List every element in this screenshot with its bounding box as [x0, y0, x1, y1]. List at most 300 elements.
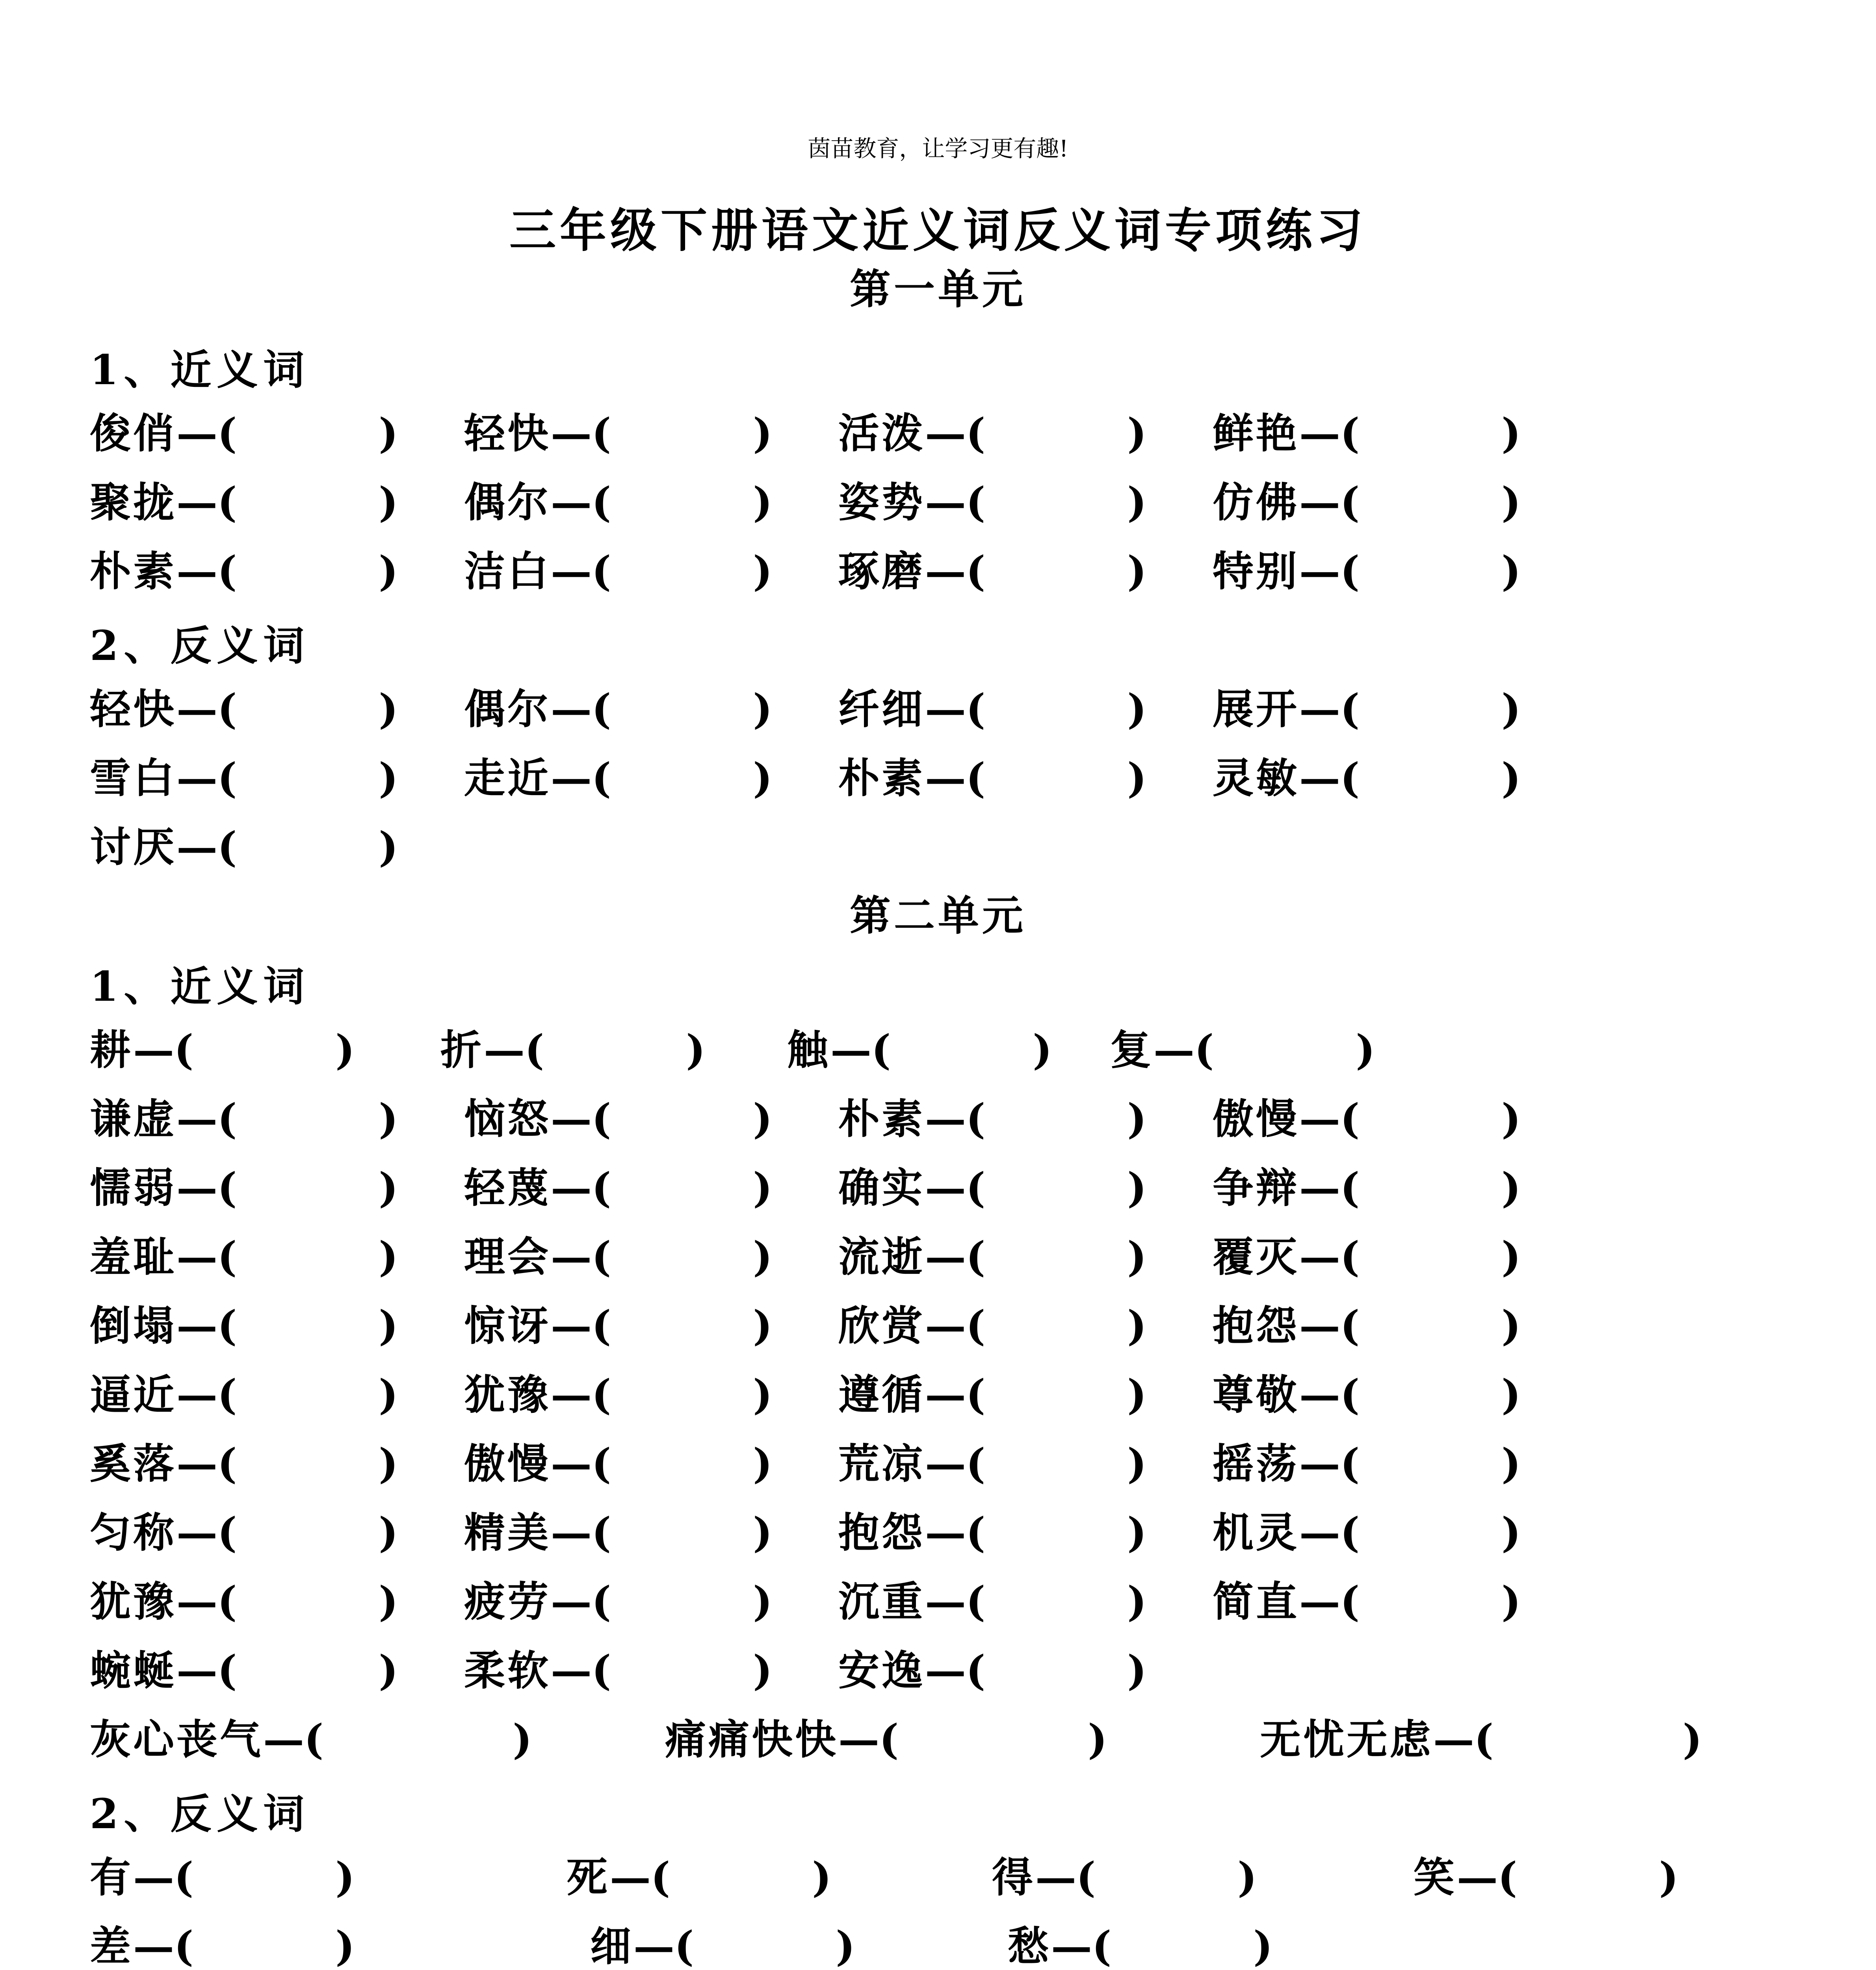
exercise-item: [464, 1298, 772, 1353]
dash-separator: —: [176, 823, 218, 871]
open-paren: (: [1340, 1439, 1360, 1488]
exercise-word: 愁: [1008, 1922, 1051, 1970]
open-paren: (: [217, 1163, 237, 1212]
exercise-item: [1213, 1505, 1521, 1560]
open-paren: (: [966, 1095, 986, 1143]
exercise-item: [464, 1505, 772, 1560]
dash-separator: —: [838, 1715, 880, 1764]
open-paren: (: [1340, 547, 1360, 595]
dash-separator: —: [1299, 1163, 1341, 1212]
exercise-word: 逼近: [90, 1370, 177, 1419]
dash-separator: —: [925, 478, 966, 526]
dash-separator: —: [1299, 1439, 1341, 1488]
dash-separator: —: [1299, 1232, 1341, 1281]
close-paren: ): [812, 1853, 832, 1901]
close-paren: ): [753, 754, 773, 802]
close-paren: ): [1127, 1370, 1147, 1419]
dash-separator: —: [176, 1508, 218, 1557]
open-paren: (: [966, 1439, 986, 1488]
exercise-word: 覆灭: [1213, 1232, 1300, 1281]
close-paren: ): [1501, 1232, 1521, 1281]
open-paren: (: [217, 685, 237, 733]
exercise-item: [992, 1850, 1257, 1905]
exercise-row: [0, 1850, 1876, 1905]
open-paren: (: [174, 1922, 194, 1970]
exercise-item: [90, 1712, 532, 1767]
open-paren: (: [592, 754, 611, 802]
open-paren: (: [592, 685, 611, 733]
dash-separator: —: [610, 1853, 651, 1901]
exercise-word: 蜿蜒: [90, 1646, 177, 1695]
dash-separator: —: [176, 547, 218, 595]
exercise-word: 摇荡: [1213, 1439, 1300, 1488]
exercise-word: 尊敬: [1213, 1370, 1300, 1419]
exercise-item: [1213, 1091, 1521, 1147]
open-paren: (: [592, 1577, 611, 1626]
exercise-word: 争辩: [1213, 1163, 1300, 1212]
exercise-word: 走近: [464, 754, 551, 802]
exercise-word: 得: [992, 1853, 1036, 1901]
dash-separator: —: [484, 1026, 525, 1074]
exercise-item: [90, 1229, 398, 1284]
close-paren: ): [379, 478, 398, 526]
dash-separator: —: [551, 1370, 592, 1419]
dash-separator: —: [551, 1646, 592, 1695]
close-paren: ): [753, 1232, 773, 1281]
dash-separator: —: [925, 1370, 966, 1419]
exercise-item: [838, 1643, 1146, 1698]
close-paren: ): [1501, 409, 1521, 457]
exercise-item: [787, 1022, 1052, 1078]
close-paren: ): [1501, 478, 1521, 526]
exercise-word: 遵循: [838, 1370, 925, 1419]
dash-separator: —: [551, 1232, 592, 1281]
exercise-word: 鲜艳: [1213, 409, 1300, 457]
dash-separator: —: [925, 1646, 966, 1695]
close-paren: ): [836, 1922, 855, 1970]
dash-separator: —: [925, 1095, 966, 1143]
close-paren: ): [1501, 1577, 1521, 1626]
exercise-row: [0, 475, 1876, 530]
exercise-row: [0, 406, 1876, 461]
exercise-word: 偶尔: [464, 685, 551, 733]
exercise-word: 特别: [1213, 547, 1300, 595]
exercise-item: [464, 1574, 772, 1629]
open-paren: (: [966, 478, 986, 526]
exercise-item: [1110, 1022, 1375, 1078]
exercise-item: [1213, 544, 1521, 599]
exercise-item: [838, 1160, 1146, 1215]
exercise-item: [838, 1298, 1146, 1353]
dash-separator: —: [1035, 1853, 1077, 1901]
exercise-word: 惊讶: [464, 1301, 551, 1350]
close-paren: ): [1127, 1577, 1147, 1626]
exercise-item: [90, 1022, 355, 1078]
exercise-word: 聚拢: [90, 478, 177, 526]
dash-separator: —: [551, 1163, 592, 1212]
dash-separator: —: [551, 685, 592, 733]
open-paren: (: [966, 1370, 986, 1419]
exercise-item: [1213, 682, 1521, 737]
close-paren: ): [753, 1439, 773, 1488]
dash-separator: —: [925, 1439, 966, 1488]
exercise-item: [1414, 1850, 1678, 1905]
open-paren: (: [217, 823, 237, 871]
exercise-item: [1213, 1160, 1521, 1215]
exercise-word: 犹豫: [90, 1577, 177, 1626]
close-paren: ): [1501, 1439, 1521, 1488]
close-paren: ): [753, 1646, 773, 1695]
open-paren: (: [1340, 1370, 1360, 1419]
close-paren: ): [379, 1232, 398, 1281]
exercise-item: [838, 1229, 1146, 1284]
close-paren: ): [1501, 1163, 1521, 1212]
close-paren: ): [753, 1095, 773, 1143]
close-paren: ): [753, 478, 773, 526]
dash-separator: —: [551, 409, 592, 457]
dash-separator: —: [925, 547, 966, 595]
open-paren: (: [1340, 1508, 1360, 1557]
exercise-word: 轻蔑: [464, 1163, 551, 1212]
open-paren: (: [525, 1026, 544, 1074]
open-paren: (: [871, 1026, 891, 1074]
exercise-word: 细: [590, 1922, 634, 1970]
exercise-item: [838, 1091, 1146, 1147]
open-paren: (: [304, 1715, 324, 1764]
open-paren: (: [966, 547, 986, 595]
section-heading: 2、反义词: [90, 621, 310, 670]
exercise-row: [0, 1436, 1876, 1491]
exercise-word: 抱怨: [838, 1508, 925, 1557]
dash-separator: —: [925, 1232, 966, 1281]
open-paren: (: [1194, 1026, 1214, 1074]
exercise-word: 痛痛快快: [665, 1715, 839, 1764]
exercise-row: [0, 1160, 1876, 1215]
exercise-word: 姿势: [838, 478, 925, 526]
exercise-word: 奚落: [90, 1439, 177, 1488]
open-paren: (: [217, 1439, 237, 1488]
close-paren: ): [379, 1508, 398, 1557]
dash-separator: —: [176, 1095, 218, 1143]
dash-separator: —: [133, 1026, 175, 1074]
exercise-word: 流逝: [838, 1232, 925, 1281]
open-paren: (: [966, 1646, 986, 1695]
open-paren: (: [592, 478, 611, 526]
open-paren: (: [592, 547, 611, 595]
exercise-word: 理会: [464, 1232, 551, 1281]
exercise-word: 谦虚: [90, 1095, 177, 1143]
exercise-row: [0, 1229, 1876, 1284]
open-paren: (: [1340, 754, 1360, 802]
open-paren: (: [966, 1508, 986, 1557]
exercise-word: 沉重: [838, 1577, 925, 1626]
dash-separator: —: [176, 1301, 218, 1350]
close-paren: ): [1127, 547, 1147, 595]
dash-separator: —: [925, 409, 966, 457]
exercise-item: [90, 1160, 398, 1215]
close-paren: ): [1501, 685, 1521, 733]
dash-separator: —: [551, 754, 592, 802]
close-paren: ): [1127, 1439, 1147, 1488]
dash-separator: —: [551, 1508, 592, 1557]
exercise-item: [838, 544, 1146, 599]
exercise-row: [0, 1505, 1876, 1560]
open-paren: (: [217, 1232, 237, 1281]
dash-separator: —: [925, 1508, 966, 1557]
close-paren: ): [379, 1370, 398, 1419]
close-paren: ): [753, 409, 773, 457]
exercise-word: 抱怨: [1213, 1301, 1300, 1350]
close-paren: ): [379, 1095, 398, 1143]
exercise-word: 安逸: [838, 1646, 925, 1695]
open-paren: (: [217, 1508, 237, 1557]
exercise-item: [464, 1160, 772, 1215]
close-paren: ): [335, 1853, 355, 1901]
section-heading: 1、近义词: [90, 962, 310, 1011]
dash-separator: —: [925, 1577, 966, 1626]
open-paren: (: [1340, 478, 1360, 526]
dash-separator: —: [176, 685, 218, 733]
open-paren: (: [966, 1232, 986, 1281]
open-paren: (: [592, 1163, 611, 1212]
dash-separator: —: [176, 478, 218, 526]
exercise-item: [90, 682, 398, 737]
open-paren: (: [1092, 1922, 1112, 1970]
open-paren: (: [1340, 1301, 1360, 1350]
exercise-item: [838, 751, 1146, 806]
close-paren: ): [1127, 1508, 1147, 1557]
exercise-word: 活泼: [838, 409, 925, 457]
open-paren: (: [592, 409, 611, 457]
exercise-word: 匀称: [90, 1508, 177, 1557]
open-paren: (: [1340, 685, 1360, 733]
exercise-word: 死: [567, 1853, 610, 1901]
exercise-item: [90, 1091, 398, 1147]
exercise-word: 朴素: [838, 1095, 925, 1143]
dash-separator: —: [176, 1370, 218, 1419]
close-paren: ): [1127, 1301, 1147, 1350]
close-paren: ): [1659, 1853, 1679, 1901]
exercise-word: 荒凉: [838, 1439, 925, 1488]
close-paren: ): [1127, 1095, 1147, 1143]
exercise-item: [1213, 1574, 1521, 1629]
close-paren: ): [753, 1301, 773, 1350]
exercise-item: [1260, 1712, 1702, 1767]
exercise-word: 触: [787, 1026, 831, 1074]
exercise-item: [464, 1091, 772, 1147]
dash-separator: —: [1051, 1922, 1092, 1970]
close-paren: ): [753, 1577, 773, 1626]
exercise-word: 仿佛: [1213, 478, 1300, 526]
exercise-word: 差: [90, 1922, 134, 1970]
exercise-item: [464, 406, 772, 461]
dash-separator: —: [551, 547, 592, 595]
open-paren: (: [1340, 1232, 1360, 1281]
open-paren: (: [1340, 1577, 1360, 1626]
exercise-row: [0, 1298, 1876, 1353]
exercise-item: [90, 751, 398, 806]
close-paren: ): [1501, 754, 1521, 802]
exercise-word: 简直: [1213, 1577, 1300, 1626]
exercise-row: [0, 1022, 1876, 1078]
exercise-word: 机灵: [1213, 1508, 1300, 1557]
exercise-item: [90, 1850, 355, 1905]
open-paren: (: [217, 547, 237, 595]
unit-title: 第二单元: [849, 891, 1026, 940]
close-paren: ): [1501, 1508, 1521, 1557]
close-paren: ): [513, 1715, 532, 1764]
dash-separator: —: [925, 754, 966, 802]
dash-separator: —: [263, 1715, 305, 1764]
exercise-item: [464, 1367, 772, 1422]
close-paren: ): [686, 1026, 706, 1074]
exercise-item: [464, 751, 772, 806]
exercise-item: [838, 406, 1146, 461]
exercise-word: 耕: [90, 1026, 134, 1074]
dash-separator: —: [551, 1577, 592, 1626]
exercise-word: 俊俏: [90, 409, 177, 457]
exercise-word: 羞耻: [90, 1232, 177, 1281]
exercise-item: [90, 820, 398, 875]
exercise-word: 无忧无虑: [1260, 1715, 1434, 1764]
exercise-row: [0, 751, 1876, 806]
open-paren: (: [1340, 1163, 1360, 1212]
close-paren: ): [1127, 685, 1147, 733]
exercise-word: 琢磨: [838, 547, 925, 595]
close-paren: ): [753, 547, 773, 595]
open-paren: (: [1474, 1715, 1494, 1764]
exercise-row: [0, 544, 1876, 599]
exercise-word: 轻快: [464, 409, 551, 457]
exercise-word: 懦弱: [90, 1163, 177, 1212]
dash-separator: —: [1299, 478, 1341, 526]
close-paren: ): [1088, 1715, 1107, 1764]
open-paren: (: [966, 1163, 986, 1212]
open-paren: (: [592, 1508, 611, 1557]
exercise-word: 犹豫: [464, 1370, 551, 1419]
open-paren: (: [966, 1301, 986, 1350]
dash-separator: —: [551, 1301, 592, 1350]
exercise-row: [0, 1919, 1876, 1970]
exercise-row: [0, 1643, 1876, 1698]
exercise-item: [1213, 751, 1521, 806]
close-paren: ): [379, 1577, 398, 1626]
close-paren: ): [1253, 1922, 1273, 1970]
exercise-word: 朴素: [838, 754, 925, 802]
exercise-item: [1008, 1919, 1272, 1970]
open-paren: (: [651, 1853, 671, 1901]
dash-separator: —: [1299, 1370, 1341, 1419]
dash-separator: —: [1299, 1095, 1341, 1143]
open-paren: (: [217, 754, 237, 802]
exercise-item: [464, 682, 772, 737]
dash-separator: —: [176, 1439, 218, 1488]
open-paren: (: [966, 685, 986, 733]
exercise-item: [1213, 406, 1521, 461]
open-paren: (: [592, 1646, 611, 1695]
exercise-item: [90, 1505, 398, 1560]
exercise-item: [90, 1574, 398, 1629]
dash-separator: —: [925, 685, 966, 733]
open-paren: (: [674, 1922, 694, 1970]
open-paren: (: [592, 1370, 611, 1419]
exercise-word: 展开: [1213, 685, 1300, 733]
close-paren: ): [379, 823, 398, 871]
dash-separator: —: [133, 1922, 175, 1970]
exercise-item: [567, 1850, 831, 1905]
close-paren: ): [1127, 478, 1147, 526]
exercise-item: [464, 1436, 772, 1491]
exercise-word: 有: [90, 1853, 134, 1901]
close-paren: ): [1356, 1026, 1375, 1074]
open-paren: (: [1340, 409, 1360, 457]
close-paren: ): [379, 409, 398, 457]
exercise-item: [464, 1229, 772, 1284]
exercise-item: [1213, 1367, 1521, 1422]
exercise-row: [0, 1091, 1876, 1147]
exercise-row: [0, 1712, 1876, 1767]
close-paren: ): [335, 1922, 355, 1970]
exercise-word: 笑: [1414, 1853, 1457, 1901]
open-paren: (: [217, 1577, 237, 1626]
close-paren: ): [1501, 1301, 1521, 1350]
open-paren: (: [966, 754, 986, 802]
exercise-item: [464, 475, 772, 530]
close-paren: ): [379, 1163, 398, 1212]
exercise-item: [1213, 1229, 1521, 1284]
page-title: 三年级下册语文近义词反义词专项练习: [509, 203, 1367, 258]
exercise-item: [1213, 1436, 1521, 1491]
close-paren: ): [1501, 1095, 1521, 1143]
open-paren: (: [217, 1370, 237, 1419]
open-paren: (: [217, 478, 237, 526]
open-paren: (: [592, 1095, 611, 1143]
open-paren: (: [879, 1715, 899, 1764]
dash-separator: —: [176, 1577, 218, 1626]
close-paren: ): [379, 754, 398, 802]
close-paren: ): [379, 547, 398, 595]
section-heading: 2、反义词: [90, 1790, 310, 1838]
dash-separator: —: [1299, 1508, 1341, 1557]
exercise-word: 朴素: [90, 547, 177, 595]
open-paren: (: [1076, 1853, 1096, 1901]
exercise-row: [0, 1367, 1876, 1422]
open-paren: (: [174, 1026, 194, 1074]
exercise-word: 讨厌: [90, 823, 177, 871]
exercise-item: [90, 1643, 398, 1698]
dash-separator: —: [830, 1026, 872, 1074]
exercise-word: 复: [1110, 1026, 1154, 1074]
exercise-word: 倒塌: [90, 1301, 177, 1350]
dash-separator: —: [176, 409, 218, 457]
close-paren: ): [1127, 409, 1147, 457]
dash-separator: —: [551, 1439, 592, 1488]
exercise-item: [90, 475, 398, 530]
exercise-word: 轻快: [90, 685, 177, 733]
close-paren: ): [335, 1026, 355, 1074]
close-paren: ): [1683, 1715, 1702, 1764]
exercise-word: 洁白: [464, 547, 551, 595]
exercise-item: [838, 1505, 1146, 1560]
dash-separator: —: [925, 1163, 966, 1212]
close-paren: ): [379, 1301, 398, 1350]
exercise-item: [838, 682, 1146, 737]
open-paren: (: [217, 409, 237, 457]
exercise-word: 灰心丧气: [90, 1715, 264, 1764]
exercise-item: [838, 1574, 1146, 1629]
exercise-word: 精美: [464, 1508, 551, 1557]
open-paren: (: [217, 1646, 237, 1695]
